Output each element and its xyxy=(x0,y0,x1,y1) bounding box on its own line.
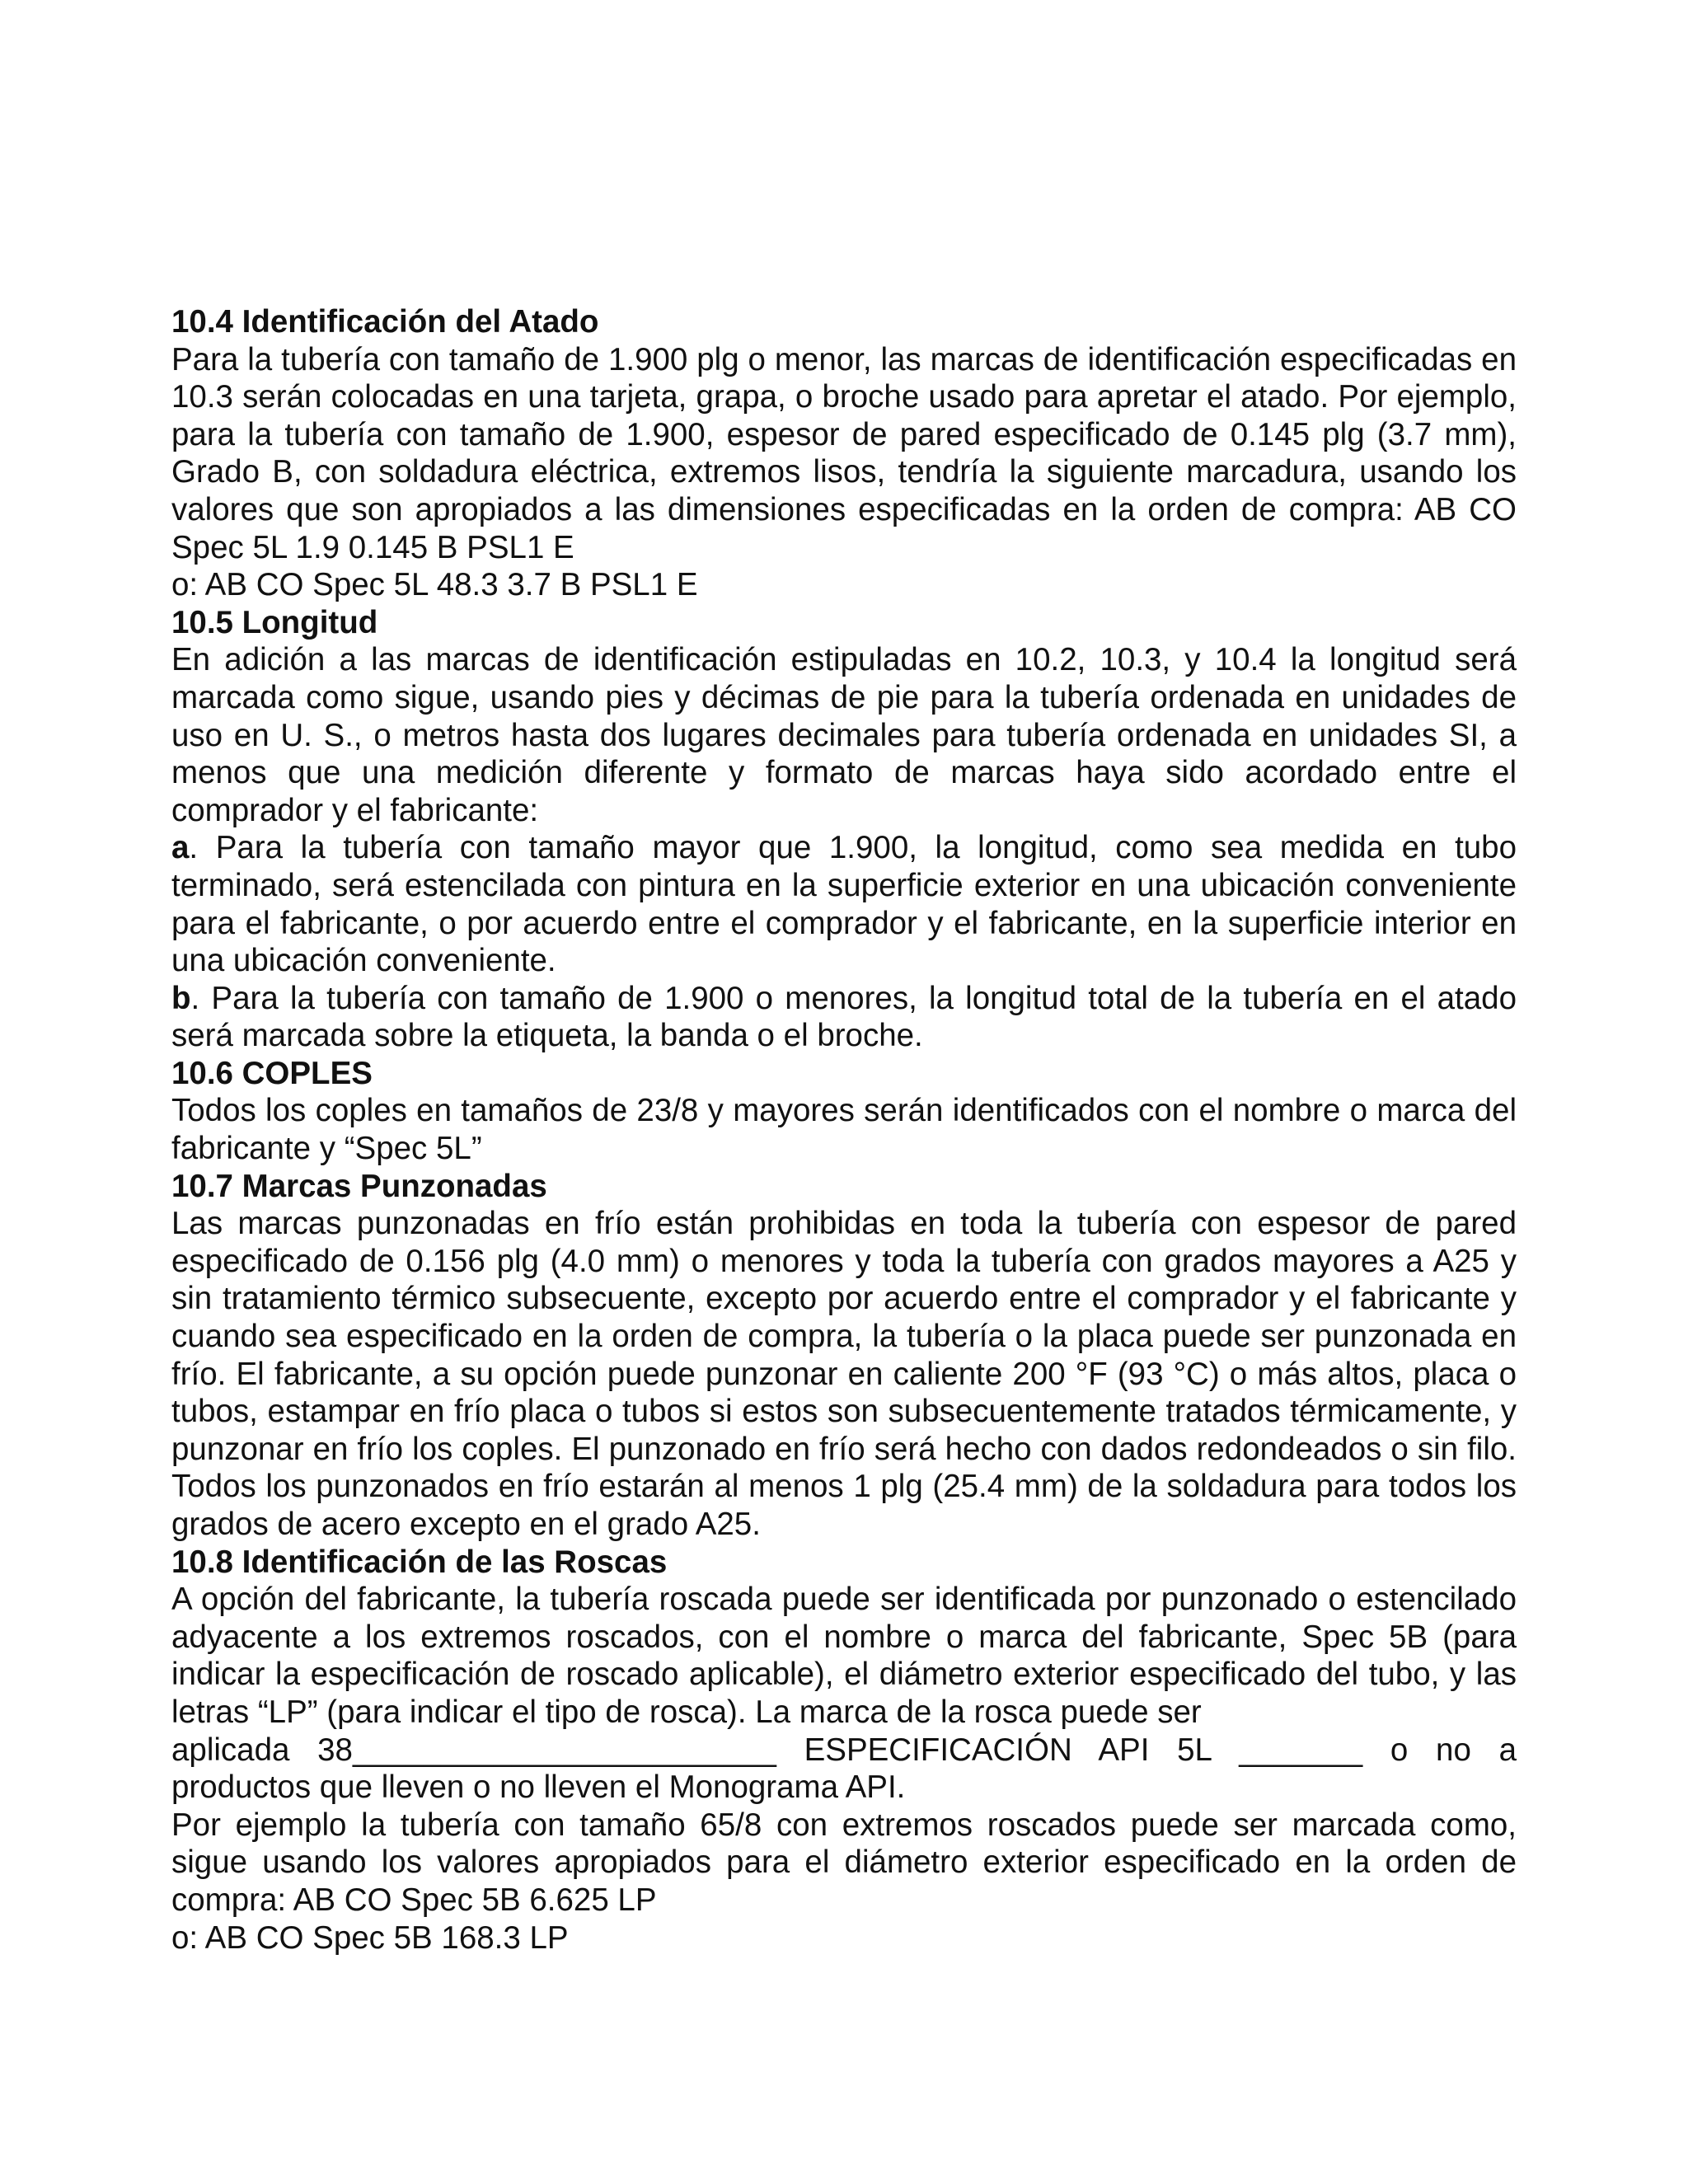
paragraph-10-7: Las marcas punzonadas en frío están prohibidas en toda la tubería con espesor de pared especificado de 0.156 plg (4.0 mm) o menores y toda la tubería con grados mayores a A25 y sin tratamiento térmico subsecuente, excepto por acuerdo entre el comprador y el fabricante y cuando sea especificado en la orden de compra, la tubería o la placa puede ser punzonada en frío. El fabricante, a su opción puede punzonar en caliente 200 °F (93 °C) o más altos, placa o tubos, estampar en frío placa o tubos si estos son subsecuentemente tratados térmicamente, y punzonar en frío los coples. El punzonado en frío será hecho con dados redondeados o sin filo. Todos los punzonados en frío estarán al menos 1 plg (25.4 mm) de la soldadura para todos los grados de acero excepto en el grado A25. xyxy=(171,1206,1517,1542)
marking-alt-10-4: o: AB CO Spec 5L 48.3 3.7 B PSL1 E xyxy=(171,567,698,603)
heading-10-6: 10.6 COPLES xyxy=(171,1055,373,1091)
list-item-a-text: . Para la tubería con tamaño mayor que 1.900, la longitud, como sea medida en tubo terminado, será estencilada con pintura en la superficie exterior en una ubicación conveniente para el fabricante, o por acuerdo entre el comprador y el fabricante, en la superficie interior en una ubicación conveniente. xyxy=(171,830,1517,979)
heading-10-4: 10.4 Identificación del Atado xyxy=(171,304,599,340)
paragraph-10-8-cont: productos que lleven o no lleven el Monograma API. xyxy=(171,1769,906,1806)
heading-10-7: 10.7 Marcas Punzonadas xyxy=(171,1168,547,1204)
paragraph-10-4: Para la tubería con tamaño de 1.900 plg o menor, las marcas de identificación especificadas en 10.3 serán colocadas en una tarjeta, grapa, o broche usado para apretar el atado. Por ejemplo, para la tubería con tamaño de 1.900, espesor de pared especificado de 0.145 plg (3.7 mm), Grado B, con soldadura eléctrica, extremos lisos, tendría la siguiente marcadura, usando los valores que son apropiados a las dimensiones especificadas en la orden de compra: AB CO Spec 5L 1.9 0.145 B PSL1 E xyxy=(171,341,1517,565)
list-item-a xyxy=(171,829,1517,979)
paragraph-10-8: A opción del fabricante, la tubería roscada puede ser identificada por punzonado o estencilado adyacente a los extremos roscados, con el nombre o marca del fabricante, Spec 5B (para indicar la especificación de roscado aplicable), el diámetro exterior especificado del tubo, y las letras “LP” (para indicar el tipo de rosca). La marca de la rosca puede ser xyxy=(171,1582,1517,1730)
heading-10-8: 10.8 Identificación de las Roscas xyxy=(171,1544,668,1580)
heading-10-5: 10.5 Longitud xyxy=(171,604,378,640)
list-item-b xyxy=(171,980,1517,1055)
paragraph-10-6: Todos los coples en tamaños de 23/8 y mayores serán identificados con el nombre o marca del fabricante y “Spec 5L” xyxy=(171,1093,1517,1167)
list-item-b-label: b xyxy=(171,980,191,1016)
document-page xyxy=(171,303,1517,1957)
marking-alt-10-8: o: AB CO Spec 5B 168.3 LP xyxy=(171,1919,569,1956)
footer-line-10-8: aplicada 38________________________ ESPECIFICACIÓN API 5L _______ o no a xyxy=(171,1732,1517,1768)
list-item-b-text: . Para la tubería con tamaño de 1.900 o menores, la longitud total de la tubería en el atado será marcada sobre la etiqueta, la banda o el broche. xyxy=(171,980,1517,1054)
list-item-a-label: a xyxy=(171,830,190,866)
example-10-8: Por ejemplo la tubería con tamaño 65/8 con extremos roscados puede ser marcada como, sigue usando los valores apropiados para el diámetro exterior especificado en la orden de compra: AB CO Spec 5B 6.625 LP xyxy=(171,1807,1517,1918)
paragraph-10-5: En adición a las marcas de identificación estipuladas en 10.2, 10.3, y 10.4 la longitud será marcada como sigue, usando pies y décimas de pie para la tubería ordenada en unidades de uso en U. S., o metros hasta dos lugares decimales para tubería ordenada en unidades SI, a menos que una medición diferente y formato de marcas haya sido acordado entre el comprador y el fabricante: xyxy=(171,642,1517,828)
